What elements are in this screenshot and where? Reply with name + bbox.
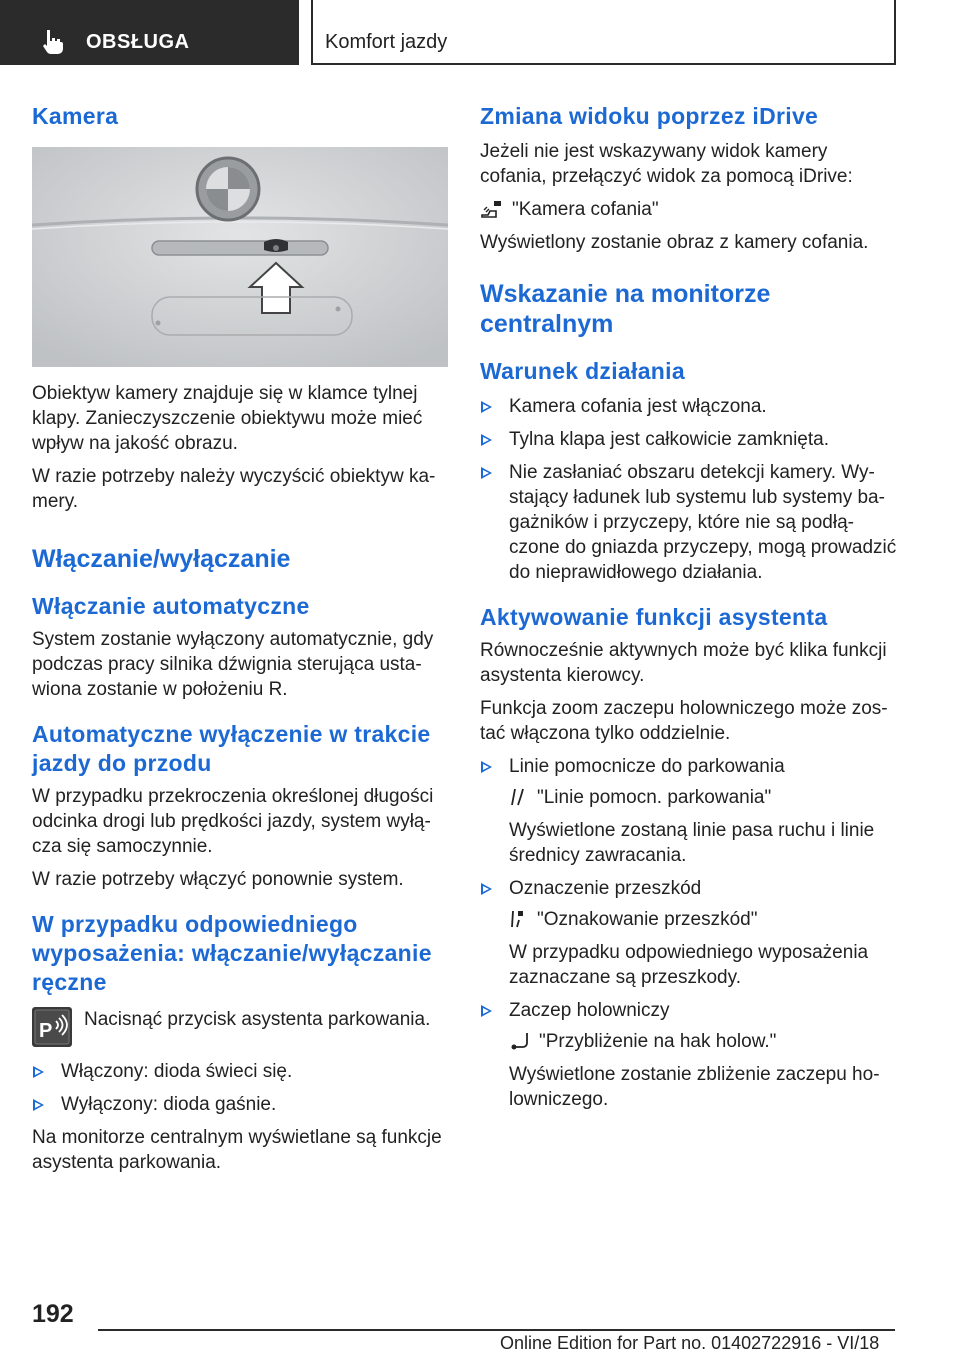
idrive-result: Wyświetlony zostanie obraz z kamery cofania. (480, 232, 869, 253)
obstacle-marking-icon (509, 908, 533, 930)
chapter-title: Komfort jazdy (325, 31, 448, 53)
bullet-triangle-icon (33, 1099, 44, 1111)
assist-text-2: Funkcja zoom zaczepu holowniczego może zos-tać włączona tylko oddzielnie. (480, 698, 888, 744)
menu-parking-lines: "Linie pomocn. parkowania" (509, 785, 898, 810)
footer-rule (98, 1329, 895, 1331)
bullet-triangle-icon (481, 761, 492, 773)
bullet-led-off: Wyłączony: dioda gaśnie. (32, 1092, 448, 1117)
heading-on-off: Włączanie/wyłączanie (32, 545, 291, 573)
assist-text-1: Równocześnie aktywnych może być klika funkcji asystenta kierowcy. (480, 640, 887, 686)
camera-cleaning-note: W razie potrzeby należy wyczyścić obiektyw ka-mery. (32, 466, 436, 512)
parking-functions-note: Na monitorze centralnym wyświetlane są funkcje asystenta parkowania. (32, 1127, 442, 1173)
bullet-tailgate-closed: Tylna klapa jest całkowicie zamknięta. (480, 427, 898, 452)
assist-item-obstacles: Oznaczenie przeszkód "Oznakowanie przeszkód" W przypadku odpowiedniego wyposażenia zaznaczane są przeszkody. (480, 876, 898, 990)
auto-on-text: System zostanie wyłączony automatycznie, gdy podczas pracy silnika dźwignia sterująca usta-wiona zostanie w położeniu R. (32, 629, 434, 700)
bullet-do-not-cover: Nie zasłaniać obszaru detekcji kamery. Wy-stający ładunek lub systemu lub systemy ba-gażników i przyczepy, które nie są podłą-czone do gniazda przyczepy, mogą prowadzić do nieprawidłowego działania. (480, 460, 898, 585)
heading-idrive: Zmiana widoku poprzez iDrive (480, 103, 819, 129)
camera-location-photo (32, 147, 448, 367)
heading-camera: Kamera (32, 103, 119, 129)
edition-note: Online Edition for Part no. 01402722916 - VI/18 (500, 1333, 880, 1353)
menu-rear-camera: "Kamera cofania" (480, 197, 898, 222)
right-column (480, 100, 898, 1112)
idrive-text: Jeżeli nie jest wskazywany widok kamery cofania, przełączyć widok za pomocą iDrive: (480, 141, 853, 187)
left-column (32, 100, 448, 1175)
heading-auto-on: Włączanie automatyczne (32, 593, 310, 619)
hand-pointer-icon (40, 28, 66, 54)
parking-button-text: Nacisnąć przycisk asystenta parkowania. (84, 1009, 431, 1030)
bullet-camera-on: Kamera cofania jest włączona. (480, 394, 898, 419)
bullet-triangle-icon (481, 883, 492, 895)
bullet-triangle-icon (481, 434, 492, 446)
tow-hitch-icon (509, 1030, 533, 1052)
parking-assistant-button-icon (32, 1007, 72, 1047)
auto-off-note: W razie potrzeby włączyć ponownie system. (32, 869, 404, 890)
bullet-triangle-icon (33, 1066, 44, 1078)
menu-obstacles: "Oznakowanie przeszkód" (509, 907, 898, 932)
bullet-triangle-icon (481, 401, 492, 413)
menu-tow-hitch: "Przybliżenie na hak holow." (509, 1029, 898, 1054)
rear-camera-icon (480, 198, 504, 220)
camera-photo-illustration (32, 147, 448, 367)
section-title: OBSŁUGA (86, 31, 190, 53)
svg-text:P: P (39, 1020, 53, 1042)
bullet-triangle-icon (481, 1005, 492, 1017)
assist-item-parking-lines: Linie pomocnicze do parkowania "Linie pomocn. parkowania" Wyświetlone zostaną linie pasa ruchu i linie średnicy zawracania. (480, 754, 898, 868)
heading-manual: W przypadku odpowiedniego wyposażenia: włączanie/wyłączanie ręczne (32, 911, 432, 995)
page-number: 192 (32, 1300, 74, 1328)
assist-item-tow-hitch: Zaczep holowniczy "Przybliżenie na hak holow." Wyświetlone zostanie zbliżenie zaczepu ho-lowniczego. (480, 998, 898, 1112)
heading-assist: Aktywowanie funkcji asystenta (480, 604, 828, 630)
auto-off-text: W przypadku przekroczenia określonej długości odcinka drogi lub prędkości jazdy, system wyłą-cza się samoczynnie. (32, 786, 434, 857)
heading-monitor: Wskazanie na monitorze centralnym (480, 280, 771, 338)
heading-auto-off: Automatyczne wyłączenie w trakcie jazdy do przodu (32, 721, 431, 776)
heading-condition: Warunek działania (480, 358, 685, 384)
parking-lines-icon (509, 786, 533, 808)
camera-description: Obiektyw kamery znajduje się w klamce tylnej klapy. Zanieczyszczenie obiektywu może mieć wpływ na jakość obrazu. (32, 383, 423, 454)
parking-button-instruction (32, 1007, 448, 1049)
bullet-led-on: Włączony: dioda świeci się. (32, 1059, 448, 1084)
bullet-triangle-icon (481, 467, 492, 479)
